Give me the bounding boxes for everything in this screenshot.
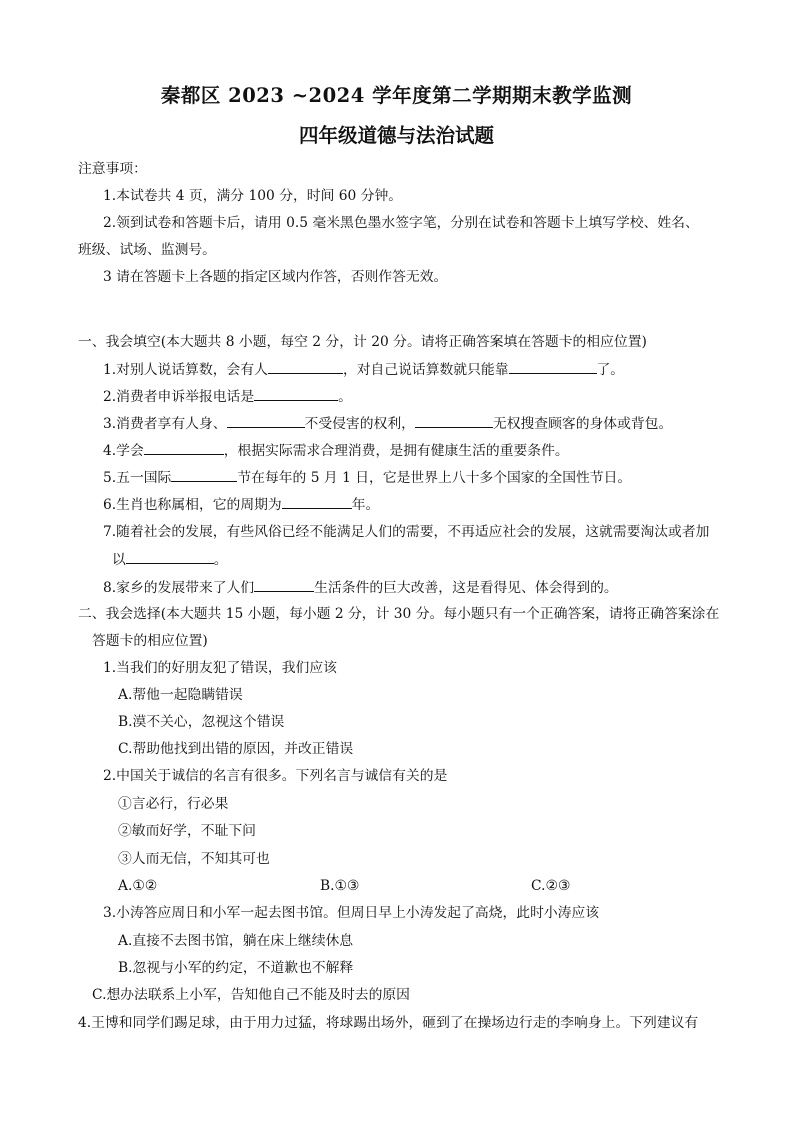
answer-blank — [227, 414, 305, 428]
section2-header: 二、我会选择(本大题共 15 小题，每小题 2 分，计 30 分。每小题只有一个正确答案，请将正确答案涂在 — [78, 606, 720, 622]
fill-q1-text-a: 1.对别人说话算数，会有人 — [103, 362, 268, 378]
note-2-continued: 班级、试场、监测号。 — [78, 242, 216, 258]
choice-question-3: 3.小涛答应周日和小军一起去图书馆。但周日早上小涛发起了高烧，此时小涛应该 — [103, 905, 600, 921]
fill-q4-text-a: 4.学会 — [103, 443, 144, 459]
fill-q5-text-a: 5.五一国际 — [103, 470, 172, 486]
choice-q1-option-a: A.帮他一起隐瞒错误 — [118, 687, 243, 703]
fill-question-1 — [103, 360, 624, 379]
answer-blank — [282, 495, 352, 509]
fill-q7-text-c: 。 — [213, 552, 228, 568]
choice-q2-option-b: B.①③ — [320, 878, 360, 894]
choice-q2-statement-1: ①言必行，行必果 — [118, 796, 229, 812]
fill-q1-text-c: 了。 — [596, 362, 625, 378]
fill-q8-text-b: 生活条件的巨大改善，这是看得见、体会得到的。 — [314, 580, 618, 596]
answer-blank — [254, 578, 314, 592]
fill-q3-text-a: 3.消费者享有人身、 — [103, 416, 227, 432]
exam-subtitle: 四年级道德与法治试题 — [298, 124, 494, 147]
answer-blank — [126, 550, 214, 564]
notes-header: 注意事项： — [78, 161, 147, 177]
answer-blank — [171, 468, 237, 482]
answer-blank — [144, 441, 224, 455]
fill-q6-text-a: 6.生肖也称属相，它的周期为 — [103, 497, 282, 513]
choice-q1-option-c: C.帮助他找到出错的原因，并改正错误 — [118, 741, 354, 757]
answer-blank — [509, 360, 597, 374]
fill-question-4 — [103, 441, 569, 460]
fill-q2-text-b: 。 — [338, 389, 352, 405]
choice-q2-statement-3: ③人而无信，不知其可也 — [118, 851, 270, 867]
choice-q3-option-c: C.想办法联系上小军，告知他自己不能及时去的原因 — [92, 987, 410, 1003]
fill-q3-text-c: 无权搜查顾客的身体或背包。 — [492, 416, 673, 432]
answer-blank — [268, 360, 343, 374]
exam-title: 秦都区 2023 ~2024 学年度第二学期期末教学监测 — [160, 84, 633, 107]
fill-question-3 — [103, 414, 672, 433]
choice-question-1: 1.当我们的好朋友犯了错误，我们应该 — [103, 660, 337, 676]
fill-question-7-continued — [112, 550, 228, 569]
fill-q4-text-b: ，根据实际需求合理消费，是拥有健康生活的重要条件。 — [223, 443, 569, 459]
choice-q1-option-b: B.漠不关心，忽视这个错误 — [118, 714, 285, 730]
note-1: 1.本试卷共 4 页，满分 100 分，时间 60 分钟。 — [103, 188, 403, 204]
fill-q7-text-b: 以 — [112, 552, 126, 568]
fill-q2-text-a: 2.消费者申诉举报电话是 — [103, 389, 255, 405]
fill-q5-text-b: 节在每年的 5 月 1 日，它是世界上八十多个国家的全国性节日。 — [237, 470, 632, 486]
fill-question-5 — [103, 468, 631, 487]
fill-q6-text-b: 年。 — [351, 497, 380, 513]
note-2: 2.领到试卷和答题卡后，请用 0.5 毫米黑色墨水签字笔，分别在试卷和答题卡上填写学校、姓名、 — [103, 215, 699, 231]
choice-q3-option-a: A.直接不去图书馆，躺在床上继续休息 — [118, 933, 354, 949]
note-3: 3 请在答题卡上各题的指定区域内作答，否则作答无效。 — [103, 269, 448, 285]
fill-question-6 — [103, 495, 379, 514]
fill-q3-text-b: 不受侵害的权利， — [304, 416, 415, 432]
choice-q2-statement-2: ②敏而好学，不耻下问 — [118, 823, 256, 839]
choice-question-4: 4.王博和同学们踢足球，由于用力过猛，将球踢出场外，砸到了在操场边行走的李响身上。下列建议有 — [78, 1015, 699, 1031]
answer-blank — [254, 387, 338, 401]
fill-q1-text-b: ，对自己说话算数就只能靠 — [342, 362, 509, 378]
answer-blank — [415, 414, 493, 428]
choice-q2-option-a: A.①② — [118, 878, 158, 894]
fill-question-8 — [103, 578, 618, 597]
choice-question-2: 2.中国关于诚信的名言有很多。下列名言与诚信有关的是 — [103, 768, 448, 784]
section2-header-continued: 答题卡的相应位置) — [92, 633, 208, 649]
choice-q3-option-b: B.忽视与小军的约定，不道歉也不解释 — [118, 960, 354, 976]
section1-header: 一、我会填空(本大题共 8 小题，每空 2 分，计 20 分。请将正确答案填在答题卡的相应位置) — [78, 334, 647, 350]
fill-question-2 — [103, 387, 352, 406]
fill-q8-text-a: 8.家乡的发展带来了人们 — [103, 580, 255, 596]
fill-question-7: 7.随着社会的发展，有些风俗已经不能满足人们的需要，不再适应社会的发展，这就需要淘汰或者加 — [103, 524, 710, 540]
choice-q2-option-c: C.②③ — [531, 878, 571, 894]
